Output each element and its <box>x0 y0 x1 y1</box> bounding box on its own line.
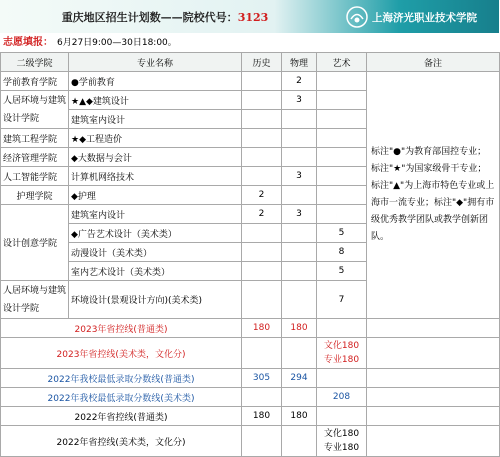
physics-cell <box>282 338 317 369</box>
physics-cell: 180 <box>282 319 317 338</box>
summary-label: 2022年我校最低录取分数线(普通类) <box>1 369 242 388</box>
application-period <box>0 33 499 52</box>
history-cell <box>242 224 282 243</box>
table-row <box>1 72 500 91</box>
major-cell: 建筑室内设计 <box>69 205 242 224</box>
art-cell: 5 <box>317 262 367 281</box>
college-cell: 人居环境与建筑设计学院 <box>1 91 69 129</box>
physics-cell <box>282 426 317 457</box>
art-cell: 8 <box>317 243 367 262</box>
major-cell: ★▲◆建筑设计 <box>69 91 242 110</box>
college-cell: 设计创意学院 <box>1 205 69 281</box>
history-cell <box>242 167 282 186</box>
history-cell <box>242 262 282 281</box>
history-cell <box>242 426 282 457</box>
physics-cell <box>282 262 317 281</box>
major-cell: ◆广告艺术设计（美术类） <box>69 224 242 243</box>
summary-row <box>1 338 500 369</box>
art-cell <box>317 426 367 457</box>
art-major-score: 专业180 <box>323 443 360 453</box>
summary-row <box>1 407 500 426</box>
application-dates: 6月27日9:00—30日18:00。 <box>57 38 177 48</box>
history-cell: 2 <box>242 205 282 224</box>
history-cell: 180 <box>242 407 282 426</box>
history-cell <box>242 281 282 319</box>
physics-cell: 3 <box>282 205 317 224</box>
school-logo-icon <box>346 6 368 28</box>
art-cell <box>317 72 367 91</box>
history-cell <box>242 110 282 129</box>
summary-label: 2022年我校最低录取分数线(美术类) <box>1 388 242 407</box>
physics-cell <box>282 224 317 243</box>
table-header-row <box>1 53 500 72</box>
page-title: 重庆地区招生计划数——院校代号：3123 <box>61 11 269 24</box>
major-cell: ◆护理 <box>69 186 242 205</box>
history-cell: 2 <box>242 186 282 205</box>
summary-row <box>1 388 500 407</box>
col-header-notes: 备注 <box>367 53 500 72</box>
physics-cell <box>282 281 317 319</box>
history-cell <box>242 129 282 148</box>
physics-cell <box>282 129 317 148</box>
physics-cell <box>282 243 317 262</box>
enrollment-plan-table <box>0 52 500 457</box>
art-cell <box>317 91 367 110</box>
physics-cell <box>282 148 317 167</box>
notes-cell <box>367 407 500 426</box>
summary-label: 2022年省控线(美术类，文化分) <box>1 426 242 457</box>
art-cell <box>317 338 367 369</box>
college-cell: 护理学院 <box>1 186 69 205</box>
college-cell: 经济管理学院 <box>1 148 69 167</box>
col-header-college: 二级学院 <box>1 53 69 72</box>
major-cell: 建筑室内设计 <box>69 110 242 129</box>
art-cell <box>317 167 367 186</box>
college-cell: 建筑工程学院 <box>1 129 69 148</box>
art-cell <box>317 319 367 338</box>
history-cell <box>242 243 282 262</box>
notes-cell: 标注"●"为教育部国控专业；标注"★"为国家级骨干专业；标注"▲"为上海市特色专业或上海市一流专业；标注"◆"拥有市级优秀教学团队或教学创新团队。 <box>367 72 500 319</box>
history-cell: 305 <box>242 369 282 388</box>
major-cell: 计算机网络技术 <box>69 167 242 186</box>
college-cell: 人居环境与建筑设计学院 <box>1 281 69 319</box>
physics-cell: 3 <box>282 167 317 186</box>
notes-cell <box>367 338 500 369</box>
art-cell: 7 <box>317 281 367 319</box>
header-banner <box>0 0 499 33</box>
application-label: 志愿填报： <box>3 37 53 48</box>
art-cell <box>317 407 367 426</box>
art-cell <box>317 186 367 205</box>
art-cell <box>317 129 367 148</box>
history-cell <box>242 388 282 407</box>
college-cell: 人工智能学院 <box>1 167 69 186</box>
major-cell: ◆大数据与会计 <box>69 148 242 167</box>
art-cell: 208 <box>317 388 367 407</box>
major-cell: 动漫设计（美术类） <box>69 243 242 262</box>
summary-row <box>1 319 500 338</box>
physics-cell: 3 <box>282 91 317 110</box>
history-cell <box>242 72 282 91</box>
summary-label: 2023年省控线(美术类，文化分) <box>1 338 242 369</box>
col-header-physics: 物理 <box>282 53 317 72</box>
summary-label: 2023年省控线(普通类) <box>1 319 242 338</box>
school-code: 3123 <box>237 11 269 24</box>
notes-cell <box>367 369 500 388</box>
art-cell <box>317 110 367 129</box>
history-cell <box>242 338 282 369</box>
major-cell: 室内艺术设计（美术类） <box>69 262 242 281</box>
art-cell <box>317 148 367 167</box>
art-cell <box>317 205 367 224</box>
physics-cell: 294 <box>282 369 317 388</box>
art-culture-score: 文化180 <box>323 429 360 439</box>
art-cell: 5 <box>317 224 367 243</box>
art-cell <box>317 369 367 388</box>
col-header-history: 历史 <box>242 53 282 72</box>
notes-cell <box>367 426 500 457</box>
physics-cell <box>282 110 317 129</box>
summary-label: 2022年省控线(普通类) <box>1 407 242 426</box>
art-major-score: 专业180 <box>323 355 360 365</box>
college-cell: 学前教育学院 <box>1 72 69 91</box>
school-name: 上海济光职业技术学院 <box>372 12 477 24</box>
physics-cell <box>282 186 317 205</box>
notes-cell <box>367 388 500 407</box>
history-cell <box>242 91 282 110</box>
physics-cell <box>282 388 317 407</box>
notes-cell <box>367 319 500 338</box>
art-culture-score: 文化180 <box>323 341 360 351</box>
physics-cell: 180 <box>282 407 317 426</box>
history-cell <box>242 148 282 167</box>
history-cell: 180 <box>242 319 282 338</box>
col-header-art: 艺术 <box>317 53 367 72</box>
major-cell: 环境设计(景观设计方向)(美术类) <box>69 281 242 319</box>
summary-row <box>1 369 500 388</box>
physics-cell: 2 <box>282 72 317 91</box>
major-cell: ★◆工程造价 <box>69 129 242 148</box>
summary-row <box>1 426 500 457</box>
col-header-major: 专业名称 <box>69 53 242 72</box>
major-cell: ●学前教育 <box>69 72 242 91</box>
